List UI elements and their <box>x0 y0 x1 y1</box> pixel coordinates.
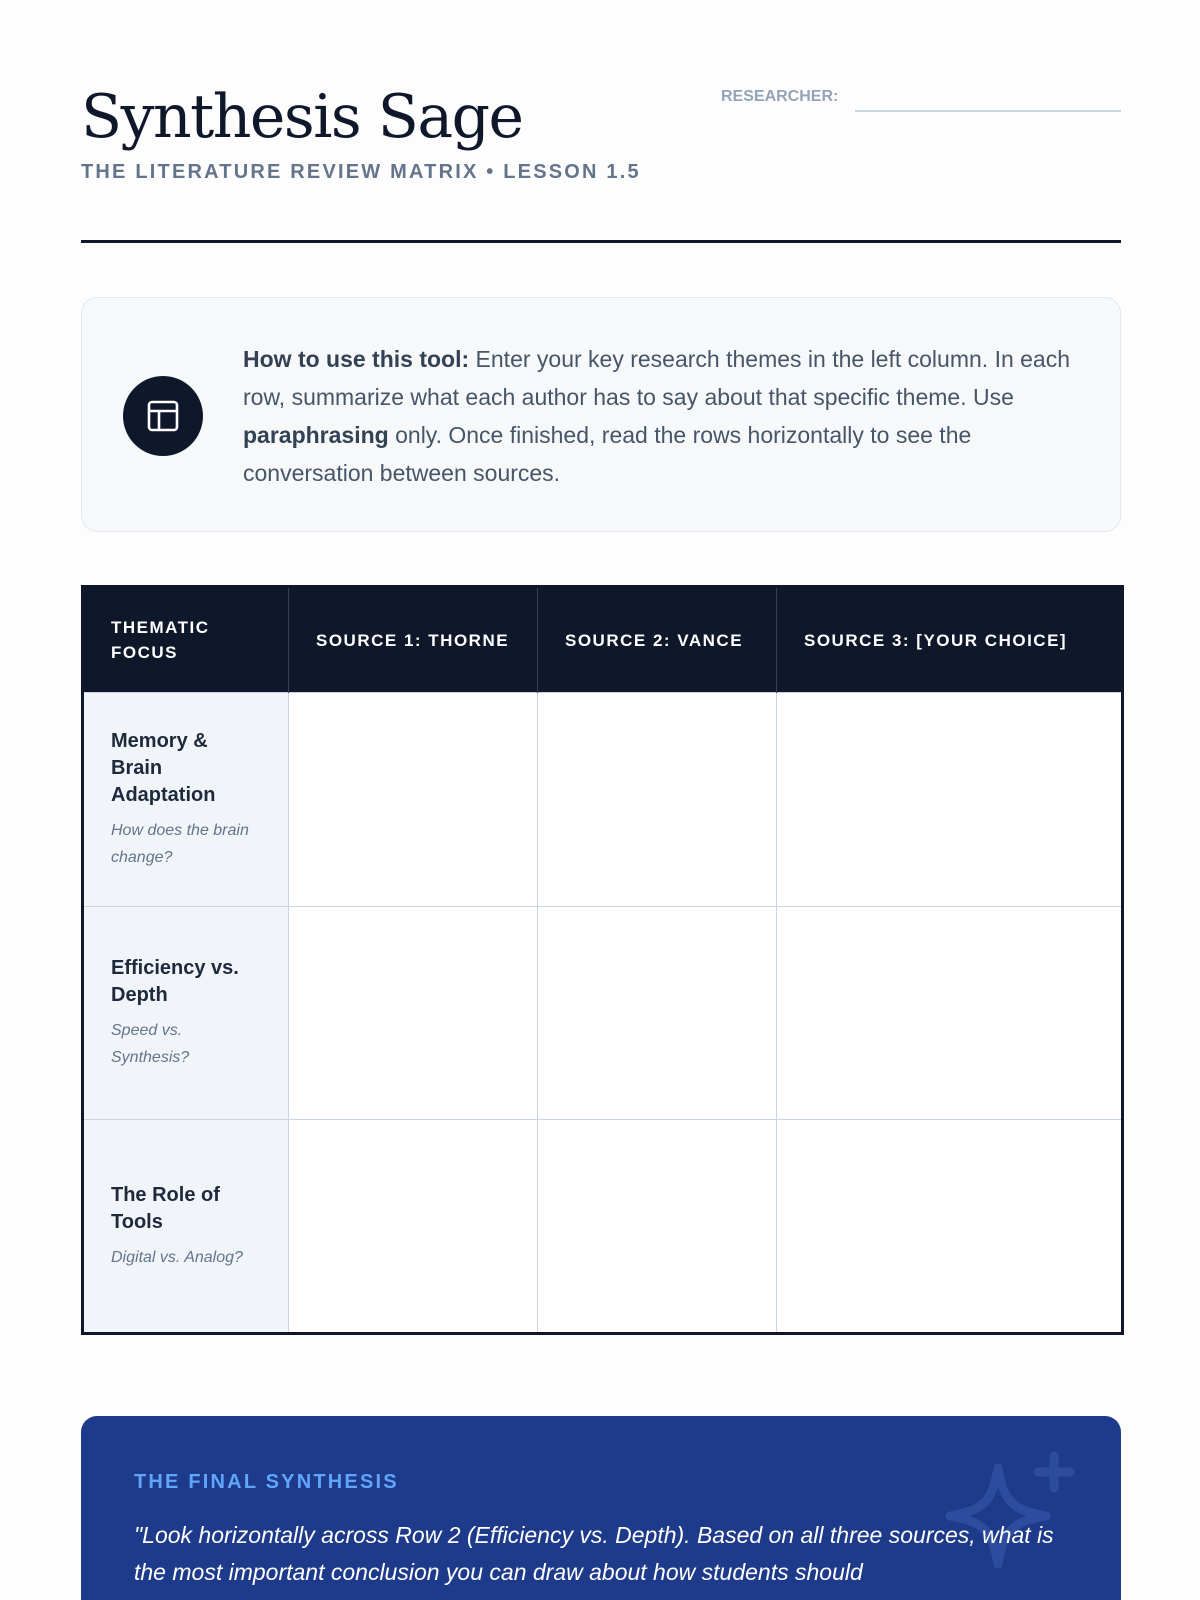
theme-cell <box>83 906 289 1120</box>
instructions-text <box>243 340 1083 492</box>
instructions-lead: How to use this tool: <box>243 346 470 372</box>
matrix-row <box>83 693 1123 907</box>
theme-question: How does the brain change? <box>111 821 249 866</box>
table-icon <box>123 376 203 456</box>
instructions-emphasis: paraphrasing <box>243 422 389 448</box>
source-3-cell[interactable] <box>777 1120 1123 1334</box>
source-3-cell[interactable] <box>777 693 1123 907</box>
instructions-box <box>81 297 1121 532</box>
literature-matrix-table <box>81 585 1124 1335</box>
source-1-cell[interactable] <box>289 1120 538 1334</box>
researcher-field[interactable] <box>721 86 1121 114</box>
matrix-header-row <box>83 587 1123 693</box>
theme-cell <box>83 1120 289 1334</box>
source-2-cell[interactable] <box>538 1120 777 1334</box>
source-3-cell[interactable] <box>777 906 1123 1120</box>
final-synthesis-box <box>81 1416 1121 1600</box>
researcher-name-line[interactable] <box>855 110 1121 112</box>
final-synthesis-heading: THE FINAL SYNTHESIS <box>134 1471 399 1493</box>
source-1-cell[interactable] <box>289 693 538 907</box>
researcher-label: RESEARCHER: <box>721 88 839 105</box>
source-1-cell[interactable] <box>289 906 538 1120</box>
page-header <box>81 0 1121 243</box>
theme-cell <box>83 693 289 907</box>
instructions-body-2: only. Once finished, read the rows horizontally to see the conversation between sources. <box>243 422 972 486</box>
header-thematic-focus: THEMATIC FOCUS <box>83 587 289 693</box>
matrix-row <box>83 1120 1123 1334</box>
matrix-row <box>83 906 1123 1120</box>
header-source-3: SOURCE 3: [YOUR CHOICE] <box>777 587 1123 693</box>
worksheet-page <box>81 0 1121 1585</box>
page-title: Synthesis Sage <box>81 82 523 152</box>
source-2-cell[interactable] <box>538 906 777 1120</box>
theme-title: Efficiency vs. Depth <box>111 956 239 1006</box>
instructions-body-1: Enter your key research themes in the left column. In each row, summarize what each author has to say about that specific theme. Use <box>243 346 1071 410</box>
page-subtitle: THE LITERATURE REVIEW MATRIX • LESSON 1.5 <box>81 161 641 183</box>
source-2-cell[interactable] <box>538 693 777 907</box>
theme-question: Speed vs. Synthesis? <box>111 1021 190 1066</box>
header-source-1: SOURCE 1: THORNE <box>289 587 538 693</box>
theme-title: Memory & Brain Adaptation <box>111 729 216 806</box>
theme-question: Digital vs. Analog? <box>111 1248 243 1266</box>
theme-title: The Role of Tools <box>111 1183 220 1233</box>
final-synthesis-prompt: "Look horizontally across Row 2 (Efficiency vs. Depth). Based on all three sources, what is the most important conclusion you can draw about how students should <box>134 1522 1054 1585</box>
header-source-2: SOURCE 2: VANCE <box>538 587 777 693</box>
